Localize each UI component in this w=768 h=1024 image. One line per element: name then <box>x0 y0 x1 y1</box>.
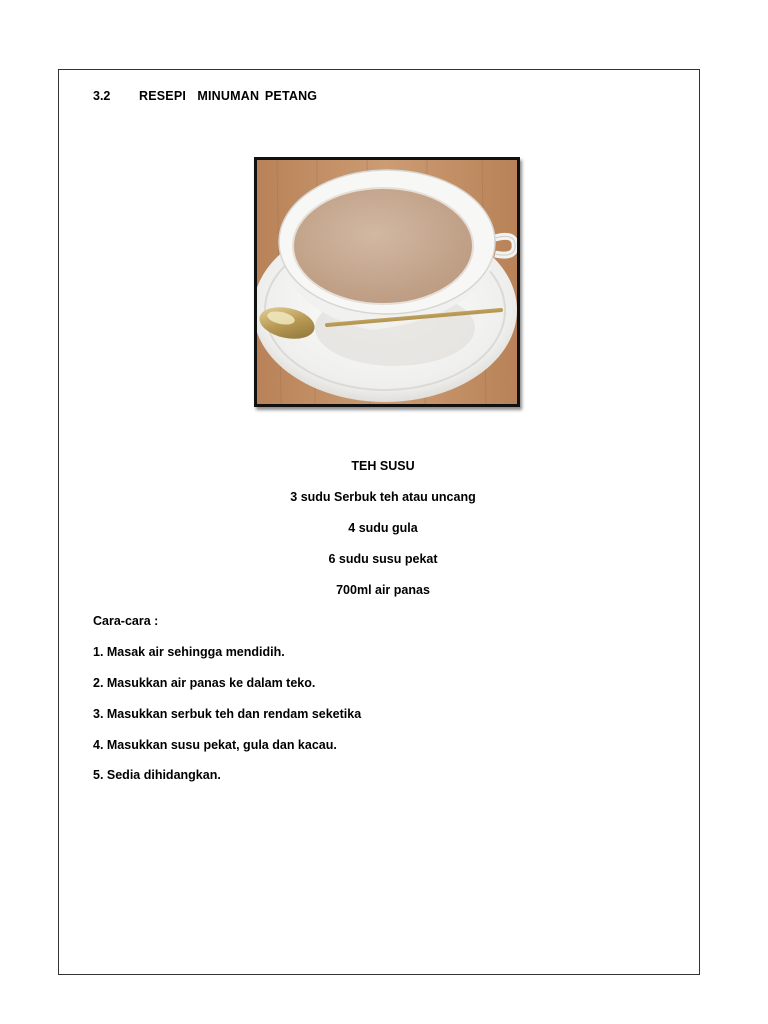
ingredient-item: 6 sudu susu pekat <box>328 552 438 566</box>
method-step: 2. Masukkan air panas ke dalam teko. <box>93 676 316 690</box>
method-step: 5. Sedia dihidangkan. <box>93 768 221 782</box>
section-number: 3.2 <box>93 89 111 103</box>
milk-tea-image <box>257 160 517 404</box>
method-step: 3. Masukkan serbuk teh dan rendam seketika <box>93 707 362 721</box>
tea-photo <box>254 157 520 407</box>
recipe-title: TEH SUSU <box>351 459 415 473</box>
method-heading: Cara-cara : <box>93 614 159 628</box>
ingredient-item: 700ml air panas <box>336 583 430 597</box>
ingredient-item: 3 sudu Serbuk teh atau uncang <box>290 490 476 504</box>
section-title: RESEPI MINUMAN PETANG <box>139 89 318 103</box>
method-step: 4. Masukkan susu pekat, gula dan kacau. <box>93 738 337 752</box>
method-step: 1. Masak air sehingga mendidih. <box>93 645 285 659</box>
ingredient-item: 4 sudu gula <box>348 521 418 535</box>
